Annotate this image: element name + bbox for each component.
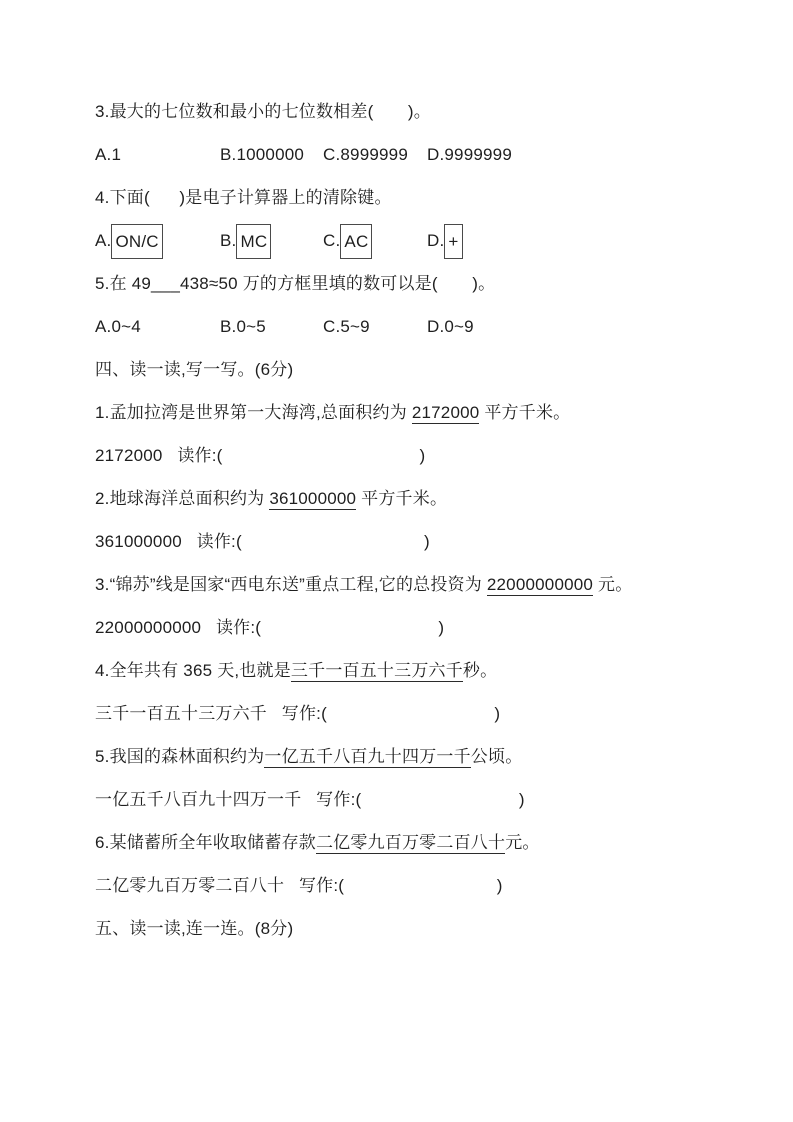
underlined-number: 三千一百五十三万六千 [290, 661, 463, 680]
underlined-number: 361000000 [269, 489, 357, 508]
statement-text: 3.“锦苏”线是国家“西电东送”重点工程,它的总投资为 [95, 575, 487, 594]
question-3-text: 3.最大的七位数和最小的七位数相差( )。 [95, 102, 431, 121]
underlined-number: 22000000000 [486, 575, 594, 594]
calculator-key-plus: + [444, 224, 462, 259]
item-6-statement [95, 821, 753, 864]
option-d: D.9999999 [427, 145, 512, 164]
statement-text: 平方千米。 [479, 403, 571, 422]
option-d [427, 219, 753, 262]
item-3-answer-blank: 22000000000 读作:( ) [95, 618, 445, 637]
item-3-statement [95, 563, 753, 606]
option-c-prefix: C. [323, 231, 341, 250]
question-4-text: 4.下面( )是电子计算器上的清除键。 [95, 188, 392, 207]
item-4-statement [95, 649, 753, 692]
question-4-options [95, 219, 753, 262]
option-c: C.8999999 [323, 145, 408, 164]
item-5-answer-blank: 一亿五千八百九十四万一千 写作:( ) [95, 790, 525, 809]
option-b-prefix: B. [220, 231, 237, 250]
calculator-key-mc: MC [236, 224, 271, 259]
item-6-answer-blank: 二亿零九百万零二百八十 写作:( ) [95, 876, 503, 895]
question-5-text: 5.在 49___438≈50 万的方框里填的数可以是( )。 [95, 274, 496, 293]
question-3-options [95, 133, 753, 176]
calculator-key-ac: AC [340, 224, 372, 259]
item-1-answer-blank: 2172000 读作:( ) [95, 446, 426, 465]
option-b [220, 219, 323, 262]
item-1-statement [95, 391, 753, 434]
option-c: C.5~9 [323, 317, 370, 336]
statement-text: 1.孟加拉湾是世界第一大海湾,总面积约为 [95, 403, 412, 422]
option-a: A.1 [95, 145, 122, 164]
option-d: D.0~9 [427, 317, 474, 336]
option-d-prefix: D. [427, 231, 445, 250]
item-2-answer-blank: 361000000 读作:( ) [95, 532, 430, 551]
statement-text: 元。 [505, 833, 540, 852]
statement-text: 秒。 [462, 661, 498, 680]
statement-text: 5.我国的森林面积约为 [95, 747, 265, 766]
question-5-options [95, 305, 753, 348]
option-a-prefix: A. [95, 231, 112, 250]
item-4-answer-blank: 三千一百五十三万六千 写作:( ) [95, 704, 501, 723]
section-five-title: 五、读一读,连一连。(8分) [95, 919, 294, 938]
section-four-title: 四、读一读,写一写。(6分) [95, 360, 294, 379]
item-5-statement [95, 735, 753, 778]
statement-text: 6.某储蓄所全年收取储蓄存款 [95, 833, 316, 852]
option-b: B.0~5 [220, 317, 266, 336]
underlined-number: 一亿五千八百九十四万一千 [264, 747, 471, 766]
statement-text: 2.地球海洋总面积约为 [95, 489, 270, 508]
statement-text: 4.全年共有 365 天,也就是 [95, 661, 291, 680]
calculator-key-on-c: ON/C [111, 224, 162, 259]
option-c [323, 219, 427, 262]
underlined-number: 2172000 [411, 403, 480, 422]
item-2-statement [95, 477, 753, 520]
statement-text: 公顷。 [470, 747, 523, 766]
option-a: A.0~4 [95, 317, 141, 336]
option-b: B.1000000 [220, 145, 305, 164]
option-a [95, 219, 220, 262]
statement-text: 元。 [593, 575, 633, 594]
statement-text: 平方千米。 [356, 489, 448, 508]
underlined-number: 二亿零九百万零二百八十 [315, 833, 506, 852]
